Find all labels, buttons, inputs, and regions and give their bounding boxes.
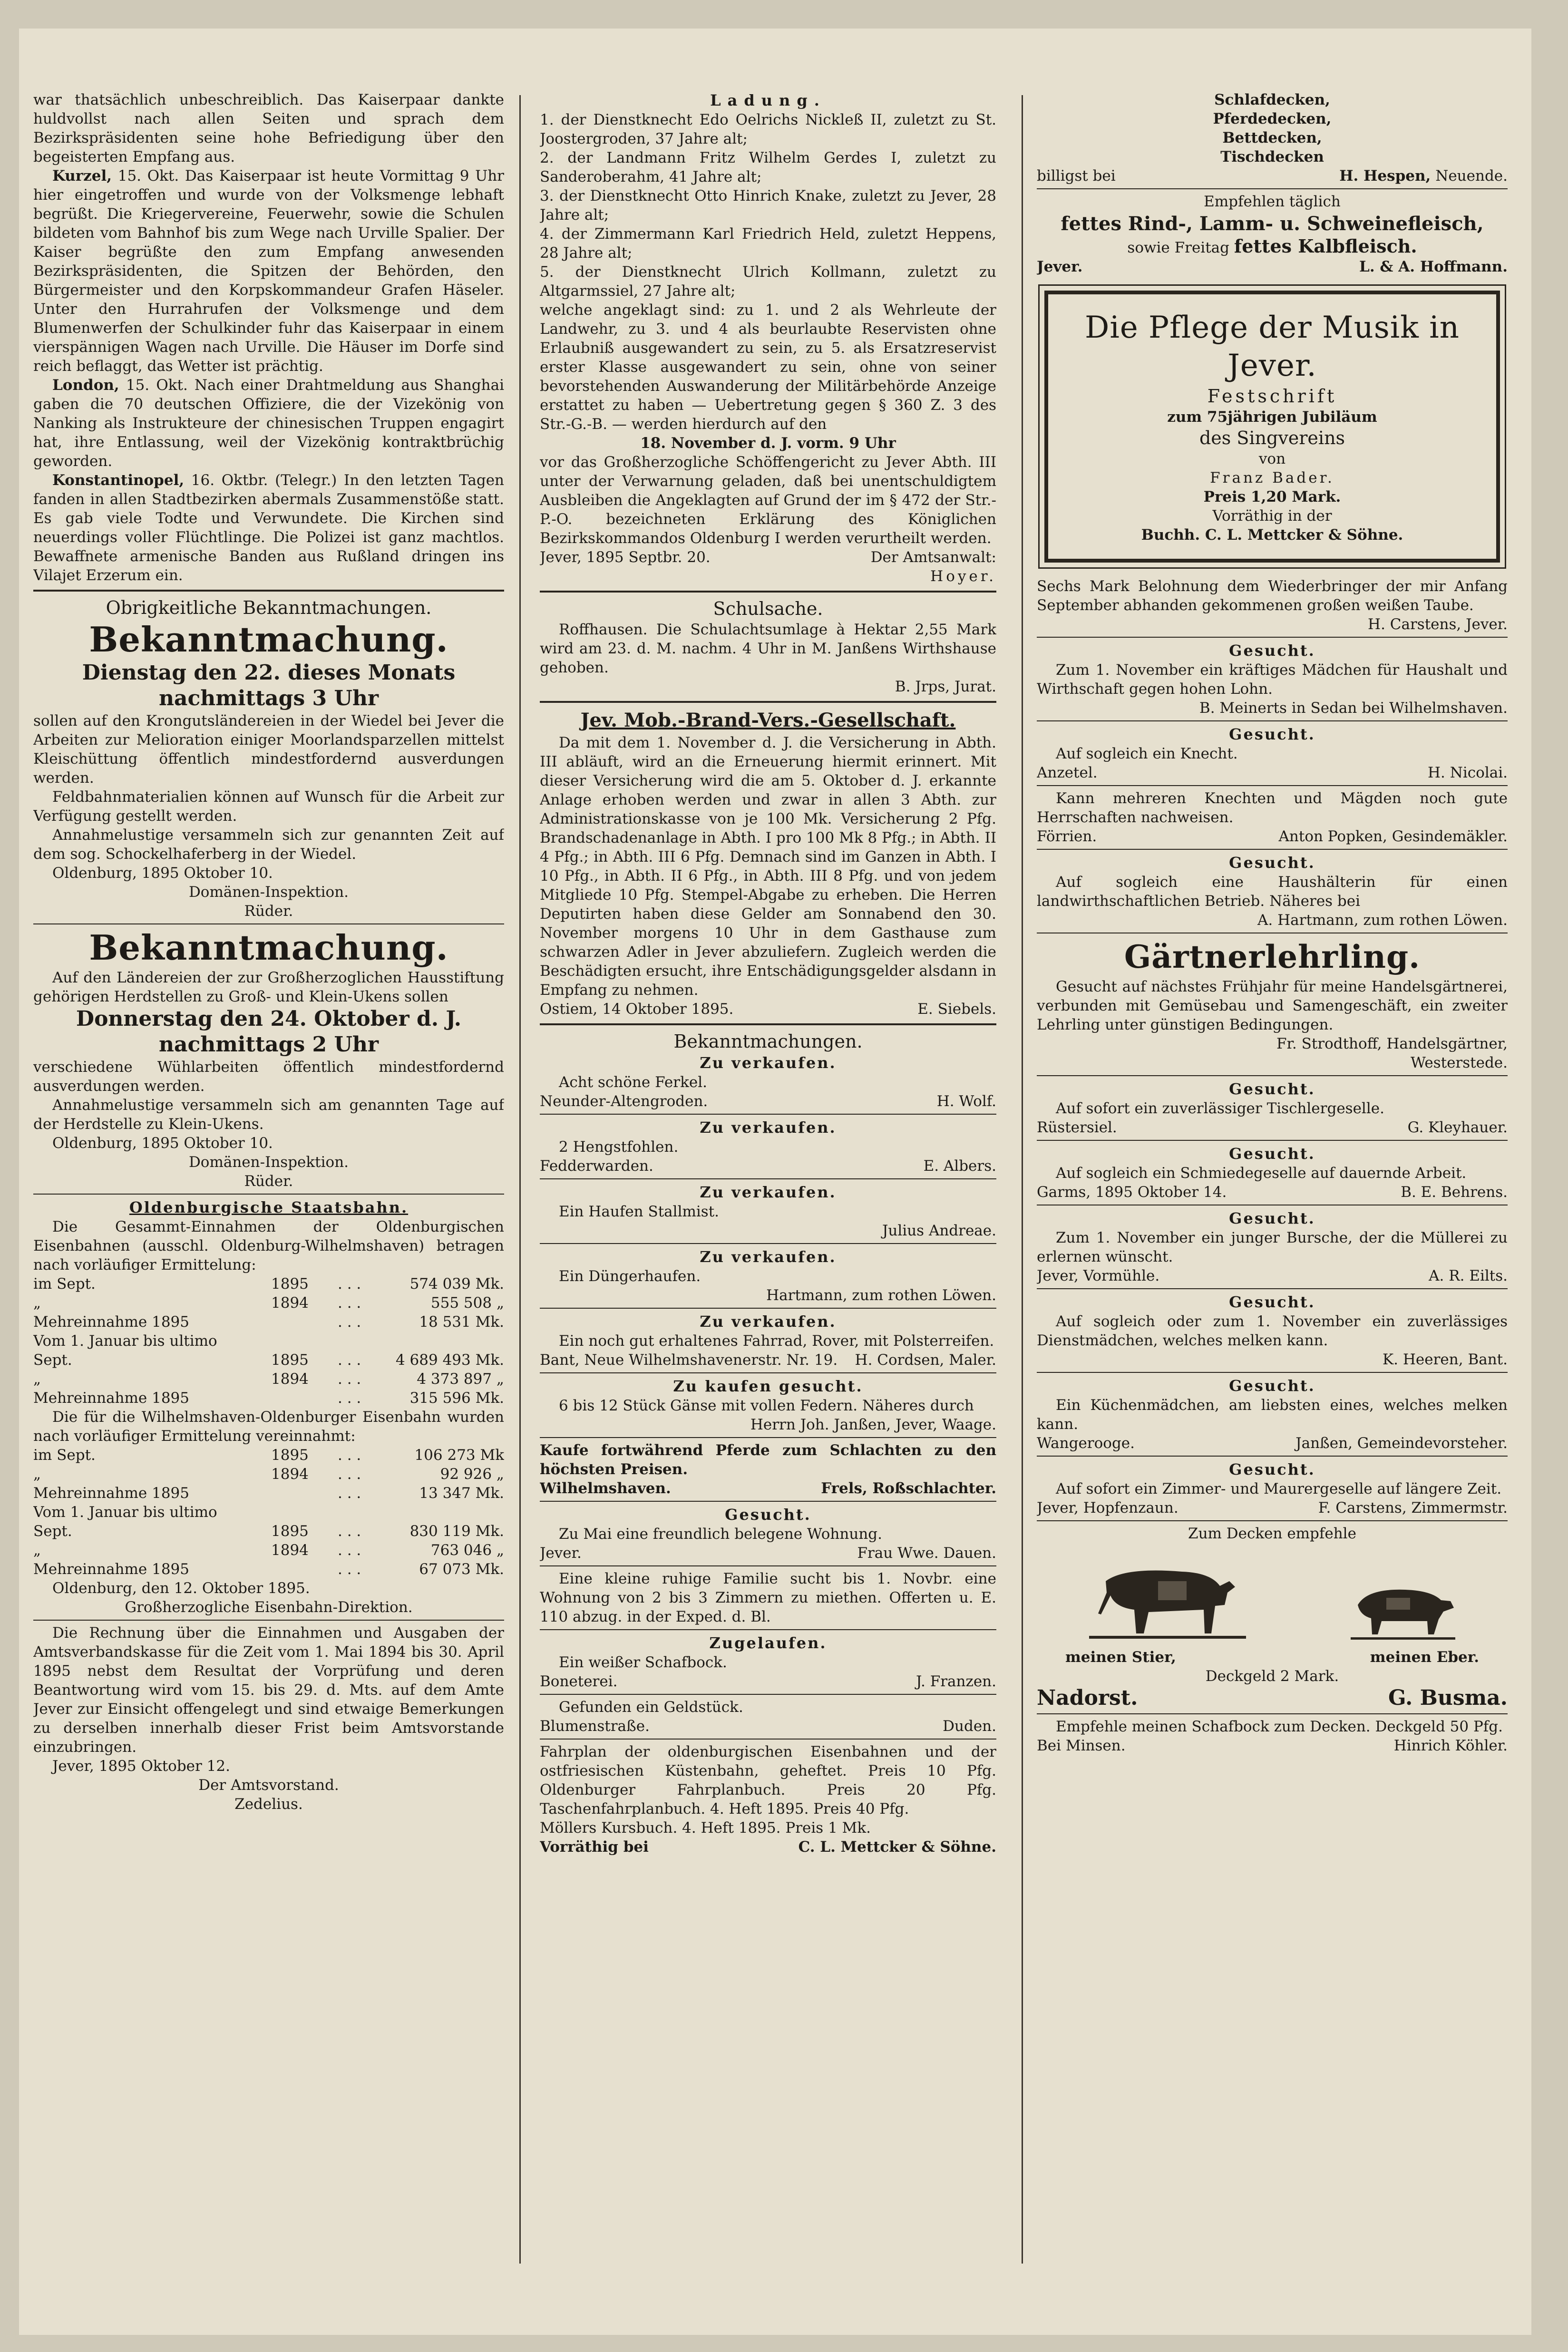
- ad-signature: B. Meinerts in Sedan bei Wilhelmshaven.: [1199, 700, 1508, 717]
- table-cell: 92 926 „: [440, 1466, 504, 1483]
- ads-list: [540, 1053, 996, 1373]
- festschrift-title: Die Pflege der Musik in Jever.: [1085, 310, 1460, 383]
- ad-sign: billigst bei H. Hespen, Neuende.: [1037, 167, 1508, 185]
- table-cell: „: [33, 1294, 41, 1312]
- ad-signature: Fr. Strodthoff, Handelsgärtner,: [1276, 1035, 1508, 1052]
- festschrift-sub: Festschrift: [1207, 386, 1337, 407]
- table-cell: im Sept.: [33, 1275, 96, 1293]
- ad-heading: Zu kaufen gesucht.: [673, 1377, 863, 1395]
- ad-sign: Wangerooge. Janßen, Gemeindevorsteher.: [1037, 1435, 1508, 1452]
- section-rule: [540, 1023, 996, 1025]
- divider: [1037, 785, 1508, 786]
- school-title: Schulsache.: [713, 598, 823, 619]
- summons-date: 18. November d. J. vorm. 9 Uhr: [640, 435, 896, 452]
- ad-sign: Boneterei. J. Franzen.: [540, 1673, 996, 1690]
- festschrift-shop: Buchh. C. L. Mettcker & Söhne.: [1141, 526, 1403, 544]
- table-cell: [380, 1503, 504, 1522]
- divider: [1037, 849, 1508, 850]
- table-cell: 67 073 Mk.: [419, 1561, 504, 1578]
- table-cell: im Sept.: [33, 1447, 96, 1464]
- railway-intro: Die Gesammt-Einnahmen der Oldenburgischen Eisenbahnen (ausschl. Oldenburg-Wilhelmshaven) betragen nach vorläufiger Ermittelung:: [33, 1218, 504, 1273]
- summons-list: [540, 110, 996, 301]
- ad-text: Zu Mai eine freundlich belegene Wohnung.: [559, 1526, 882, 1543]
- notice-date: Donnerstag den 24. Oktober d. J. nachmittags 2 Uhr: [76, 1007, 462, 1057]
- ad-signature: H. Wolf.: [936, 1093, 996, 1110]
- insurance-text: Da mit dem 1. November d. J. die Versicherung in Abth. III abläuft, wird an die Erneuerung hiermit erinnert. Mit dieser Versicherung wird die am 5. Oktober d. J. erkannte Anlage erhoben werden und zwar in allen 3 Abth. zur Administrationskasse von je 100 Mk. Versicherung 2 Pfg. Brandschadenanlage in Abth. I pro 100 Mk 8 Pfg.; in Abth. II 4 Pfg.; in Abth. III 6 Pfg. Demnach sind im Ganzen in Abth. I 10 Pfg., in Abth. II 6 Pfg., in Abth. III 8 Pfg. und von jedem Mitgliede 10 Pfg. Stempel-Abgabe zu erheben. Die Herren Deputirten haben diese Gelder am Sonnabend den 30. November morgens 10 Uhr in dem Gasthause zum schwarzen Adler in Jever abzuliefern. Zugleich werden die Beschädigten ersucht, ihre Entschädigungsgelder alsdann in Empfang zu nehmen.: [540, 734, 996, 999]
- divider: [540, 1501, 996, 1502]
- divider: [540, 1372, 996, 1373]
- divider: [1037, 1140, 1508, 1141]
- railway-authority: Großherzogliche Eisenbahn-Direktion.: [125, 1599, 413, 1616]
- table-cell: 830 119 Mk.: [409, 1523, 504, 1540]
- ad-headline: fettes Rind-, Lamm- u. Schweinefleisch,: [1061, 213, 1484, 235]
- table-cell: 4 373 897 „: [417, 1370, 504, 1388]
- ad-sign: Garms, 1895 Oktober 14. B. E. Behrens.: [1037, 1184, 1508, 1201]
- table-cell: 1895: [271, 1351, 309, 1369]
- ad-heading: Gesucht.: [1229, 1293, 1315, 1311]
- summons-item: 3. der Dienstknecht Otto Hinrich Knake, zuletzt zu Jever, 28 Jahre alt;: [540, 187, 996, 224]
- table-cell: [271, 1389, 338, 1408]
- ad-sign: Anzetel. H. Nicolai.: [1037, 764, 1508, 781]
- ad-text: Fahrplan der oldenburgischen Eisenbahnen und der ostfriesischen Küstenbahn, geheftet. Preis 10 Pfg. Oldenburger Fahrplanbuch. Preis 20 Pfg. Taschenfahrplanbuch. 4. Heft 1895. Preis 40 Pfg.: [540, 1743, 996, 1817]
- divider: [540, 1178, 996, 1179]
- table-cell: 1894: [271, 1542, 309, 1559]
- ad-text: Auf sogleich ein Knecht.: [1056, 745, 1238, 762]
- ad-heading: Gesucht.: [725, 1506, 811, 1524]
- table-cell: 1894: [271, 1294, 309, 1312]
- newspaper-page: [19, 29, 1531, 2335]
- festschrift-author: Franz Bader.: [1210, 469, 1334, 486]
- accounts-notice: Die Rechnung über die Einnahmen und Ausgaben der Amtsverbandskasse für die Zeit vom 1. Mai 1894 bis 30. April 1895 nebst dem Resultat der Vorprüfung und deren Beantwortung wird vom 15. bis 29. d. Mts. auf dem Amte Jever zur Einsicht offengelegt und sind etwaige Bemerkungen zu derselben innerhalb dieser Frist beim Amtsvorstande einzubringen.: [33, 1624, 504, 1756]
- railway-intro: Die für die Wilhelmshaven-Oldenburger Eisenbahn wurden nach vorläufiger Ermittelung vereinnahmt:: [33, 1409, 504, 1445]
- table-cell: 1894: [271, 1466, 309, 1483]
- table-cell: . . .: [338, 1294, 361, 1312]
- ad-sign: [540, 1351, 996, 1370]
- divider: [1037, 188, 1508, 189]
- summons-item: 5. der Dienstknecht Ulrich Kollmann, zuletzt zu Altgarmssiel, 27 Jahre alt;: [540, 263, 996, 300]
- table-cell: 315 596 Mk.: [409, 1390, 504, 1407]
- ads-heading: Bekanntmachungen.: [673, 1031, 863, 1052]
- table-cell: [380, 1332, 504, 1351]
- ad-text: Zum 1. November ein junger Bursche, der die Müllerei zu erlernen wünscht.: [1037, 1229, 1508, 1265]
- ad-text: Auf sogleich eine Haushälterin für einen landwirthschaftlichen Betrieb. Näheres bei: [1037, 874, 1508, 910]
- table-cell: 1895: [271, 1447, 309, 1464]
- ad-sign: Jever, Hopfenzaun. F. Carstens, Zimmermstr.: [1037, 1499, 1508, 1516]
- notice-text: Auf den Ländereien der zur Großherzoglichen Hausstiftung gehörigen Herdstellen zu Groß- und Klein-Ukens sollen: [33, 969, 504, 1005]
- section-rule: [540, 701, 996, 703]
- ad-text: Zum Decken empfehle: [1188, 1525, 1356, 1542]
- school-text: Roffhausen. Die Schulachtsumlage à Hektar 2,55 Mark wird am 23. d. M. nachm. 4 Uhr in M. Janßens Wirthshause gehoben.: [540, 621, 996, 676]
- table-cell: „: [33, 1542, 41, 1559]
- notice-signature: Rüder.: [244, 903, 293, 920]
- notice-text: sollen auf den Krongutsländereien in der Wiedel bei Jever die Arbeiten zur Melioration einiger Moorlandsparzellen mittelst Kleischüttung öffentlich mindestfordernd ausverdungen werden.: [33, 712, 504, 787]
- divider: [540, 1739, 996, 1740]
- table-cell: 18 531 Mk.: [419, 1313, 504, 1331]
- table-cell: 555 508 „: [430, 1294, 504, 1312]
- summons-text: vor das Großherzogliche Schöffengericht zu Jever Abth. III unter der Verwarnung geladen, daß bei unentschuldigtem Ausbleiben die Angeklagten auf Grund der im § 472 der Str.-P.-O. bezeichneten Erklärung des Königlichen Bezirkskommandos Oldenburg I werden verurtheilt werden.: [540, 454, 996, 547]
- article-intro: war thatsächlich unbeschreiblich. Das Kaiserpaar dankte huldvollst nach allen Seiten und sprach dem Bezirkspräsidenten seine hohe Befriedigung über den begeisterten Empfang aus.: [33, 91, 504, 165]
- boar-illustration: [1348, 1572, 1458, 1643]
- ad-sign: [540, 1221, 996, 1240]
- ad-text: Zum 1. November ein kräftiges Mädchen für Haushalt und Wirthschaft gegen hohen Lohn.: [1037, 661, 1508, 698]
- ad-heading: Zu verkaufen.: [700, 1183, 837, 1201]
- ad-text: Auf sofort ein zuverlässiger Tischlergeselle.: [1056, 1100, 1384, 1117]
- notice-text: Annahmelustige versammeln sich zur genannten Zeit auf dem sog. Schockelhaferberg in der Wiedel.: [33, 826, 504, 863]
- festschrift-von: von: [1258, 450, 1286, 467]
- ad-text: Ein weißer Schafbock.: [559, 1654, 727, 1671]
- divider: [540, 1114, 996, 1115]
- table-cell: Vom 1. Januar bis ultimo: [33, 1332, 217, 1350]
- blanket-item: Tischdecken: [1220, 148, 1324, 165]
- divider: [1037, 720, 1508, 721]
- ad-sign: Bei Minsen. Hinrich Köhler.: [1037, 1737, 1508, 1754]
- ad-text: Eine kleine ruhige Familie sucht bis 1. Novbr. eine Wohnung von 2 bis 3 Zimmern zu miethen. Offerten u. E. 110 abzug. in der Exped. d. Bl.: [540, 1570, 996, 1625]
- ad-sign: [540, 1286, 996, 1305]
- reward-signature: H. Carstens, Jever.: [1368, 616, 1508, 633]
- notice-title: Bekanntmachung.: [89, 619, 448, 660]
- summons-title: Ladung.: [710, 91, 826, 109]
- table-cell: [338, 1503, 380, 1522]
- ad-heading: Gesucht.: [1229, 1460, 1315, 1478]
- notice-text: Feldbahnmaterialien können auf Wunsch für die Arbeit zur Verfügung gestellt werden.: [33, 788, 504, 825]
- ad-text: sowie Freitag fettes Kalbfleisch.: [1127, 235, 1417, 257]
- divider: [540, 1694, 996, 1695]
- railway-table: [33, 1274, 504, 1408]
- ad-text: Kann mehreren Knechten und Mägden noch gute Herrschaften nachweisen.: [1037, 790, 1508, 826]
- summons-item: 4. der Zimmermann Karl Friedrich Held, zuletzt Heppens, 28 Jahre alt;: [540, 225, 996, 262]
- blanket-item: Schlafdecken,: [1214, 91, 1330, 108]
- divider: [1037, 1075, 1508, 1076]
- divider: [1037, 637, 1508, 638]
- ad-text: Gefunden ein Geldstück.: [559, 1699, 743, 1716]
- ad-heading: Gesucht.: [1229, 1145, 1315, 1163]
- railway-title: Oldenburgische Staatsbahn.: [129, 1198, 409, 1216]
- table-cell: . . .: [338, 1370, 361, 1388]
- accounts-place: Jever, 1895 Oktober 12.: [52, 1758, 230, 1775]
- table-cell: . . .: [338, 1485, 361, 1502]
- ad-text: Auf sogleich oder zum 1. November ein zuverlässiges Dienstmädchen, welches melken kann.: [1037, 1313, 1508, 1349]
- summons-text: welche angeklagt sind: zu 1. und 2 als Wehrleute der Landwehr, zu 3. und 4 als beurlaubte Reservisten ohne Erlaubniß ausgewandert zu sein, zu 5. als Ersatzreservist erster Klasse ausgewandert zu sein, ohne von seiner bevorstehenden Auswanderung der Militärbehörde Anzeige erstattet zu haben — Uebertretung gegen § 360 Z. 3 des Str.-G.-B. — werden hierdurch auf den: [540, 301, 996, 433]
- table-cell: „: [33, 1466, 41, 1483]
- divider: [1037, 1713, 1508, 1714]
- table-cell: [338, 1332, 380, 1351]
- ad-text: Möllers Kursbuch. 4. Heft 1895. Preis 1 Mk.: [540, 1819, 871, 1837]
- table-cell: Vom 1. Januar bis ultimo: [33, 1504, 217, 1521]
- summons-item: 1. der Dienstknecht Edo Oelrichs Nickleß II, zuletzt zu St. Joostergroden, 37 Jahre alt;: [540, 111, 996, 147]
- blanket-list: [1037, 90, 1508, 166]
- table-cell: Mehreinnahme 1895: [33, 1313, 189, 1331]
- insurance-sign: Ostiem, 14 Oktober 1895. E. Siebels.: [540, 1001, 996, 1018]
- ad-signature: A. Hartmann, zum rothen Löwen.: [1257, 912, 1508, 929]
- festschrift-box: [1044, 291, 1500, 563]
- ad-text: Empfehle meinen Schafbock zum Decken. Deckgeld 50 Pfg.: [1056, 1718, 1503, 1735]
- table-cell: 4 689 493 Mk.: [395, 1351, 504, 1369]
- ad-text: Empfehlen täglich: [1204, 193, 1341, 210]
- ad-text: 6 bis 12 Stück Gänse mit vollen Federn. Näheres durch: [559, 1397, 974, 1414]
- ad-signature: E. Albers.: [923, 1157, 996, 1175]
- apprentice-title: Gärtnerlehrling.: [1124, 938, 1421, 975]
- ad-text: Kaufe fortwährend Pferde zum Schlachten zu den höchsten Preisen.: [540, 1442, 996, 1478]
- ad-text: Ein Haufen Stallmist.: [559, 1203, 720, 1220]
- section-heading: Obrigkeitliche Bekanntmachungen.: [106, 597, 432, 618]
- ad-text: Auf sogleich ein Schmiedegeselle auf dauernde Arbeit.: [1056, 1165, 1467, 1182]
- table-cell: Sept.: [33, 1351, 72, 1369]
- notice-authority: Domänen-Inspektion.: [188, 1154, 349, 1171]
- ad-heading: Zugelaufen.: [709, 1634, 827, 1652]
- divider: [33, 923, 504, 924]
- divider: [33, 1194, 504, 1195]
- ad-sign: Vorräthig bei C. L. Mettcker & Söhne.: [540, 1838, 996, 1856]
- ad-heading: Gesucht.: [1229, 1209, 1315, 1227]
- railway-table: [33, 1446, 504, 1579]
- accounts-signature: Zedelius.: [234, 1796, 303, 1813]
- ad-place: Bant, Neue Wilhelmshavenerstr. Nr. 19.: [540, 1351, 838, 1369]
- notice-text: verschiedene Wühlarbeiten öffentlich mindestfordernd ausverdungen werden.: [33, 1059, 504, 1095]
- table-cell: 106 273 Mk: [414, 1447, 504, 1464]
- ad-sign: [540, 1092, 996, 1111]
- ad-sign: Jever. Frau Wwe. Dauen.: [540, 1545, 996, 1562]
- table-cell: 763 046 „: [430, 1542, 504, 1559]
- ad-signature: K. Heeren, Bant.: [1383, 1351, 1508, 1368]
- ad-heading: Zu verkaufen.: [700, 1054, 837, 1072]
- table-cell: „: [33, 1370, 41, 1388]
- table-cell: Mehreinnahme 1895: [33, 1485, 189, 1502]
- notice-place: Oldenburg, 1895 Oktober 10.: [52, 1135, 273, 1152]
- ad-place: Fedderwarden.: [540, 1157, 653, 1175]
- table-cell: . . .: [338, 1466, 361, 1483]
- table-cell: . . .: [338, 1390, 361, 1407]
- table-cell: . . .: [338, 1542, 361, 1559]
- table-cell: . . .: [338, 1351, 361, 1369]
- insurance-title: Jev. Mob.-Brand-Vers.-Gesellschaft.: [580, 709, 956, 731]
- ad-heading: Zu verkaufen.: [700, 1248, 837, 1266]
- table-cell: [271, 1560, 338, 1579]
- ad-sign: Jever. L. & A. Hoffmann.: [1037, 258, 1508, 275]
- ad-text: Acht schöne Ferkel.: [559, 1074, 707, 1091]
- ad-sign: Blumenstraße. Duden.: [540, 1718, 996, 1735]
- table-cell: [271, 1312, 338, 1332]
- ad-heading: Zu verkaufen.: [700, 1118, 837, 1137]
- ad-sign: Jever, Vormühle. A. R. Eilts.: [1037, 1267, 1508, 1284]
- stud-animals: [1037, 1553, 1508, 1643]
- festschrift-avail: Vorräthig in der: [1212, 507, 1332, 525]
- table-cell: Mehreinnahme 1895: [33, 1390, 189, 1407]
- table-cell: . . .: [338, 1447, 361, 1464]
- section-rule: [33, 590, 504, 592]
- table-cell: [271, 1484, 338, 1503]
- ad-heading: Gesucht.: [1229, 1377, 1315, 1395]
- divider: [540, 1437, 996, 1438]
- ad-signature: H. Cordsen, Maler.: [855, 1351, 996, 1369]
- divider: [540, 1565, 996, 1566]
- summons-signature: Hoyer.: [930, 568, 996, 585]
- school-signature: B. Jrps, Jurat.: [895, 678, 996, 695]
- notice-signature: Rüder.: [244, 1173, 293, 1190]
- column-2: [540, 90, 996, 2292]
- table-cell: . . .: [338, 1523, 361, 1540]
- table-cell: Mehreinnahme 1895: [33, 1561, 189, 1578]
- table-cell: [271, 1332, 338, 1351]
- table-cell: . . .: [338, 1561, 361, 1578]
- table-cell: Sept.: [33, 1523, 72, 1540]
- divider: [540, 1243, 996, 1244]
- ad-place: Neunder-Altengroden.: [540, 1093, 708, 1110]
- section-rule: [540, 591, 996, 593]
- notice-text: Annahmelustige versammeln sich am genannten Tage auf der Herdstelle zu Klein-Ukens.: [33, 1097, 504, 1133]
- table-cell: 1894: [271, 1370, 309, 1388]
- blanket-item: Bettdecken,: [1222, 129, 1322, 146]
- column-1: [33, 90, 504, 2292]
- column-divider: [1022, 95, 1023, 2264]
- ad-heading: Zu verkaufen.: [700, 1312, 837, 1331]
- divider: [1037, 1520, 1508, 1521]
- ad-text: Ein Düngerhaufen.: [559, 1268, 701, 1285]
- festschrift-sub: des Singvereins: [1199, 428, 1345, 448]
- article-konstantinopel: Konstantinopel, 16. Oktbr. (Telegr.) In den letzten Tagen fanden in allen Stadtbezirken abermals Zusammenstöße statt. Es gab viele Todte und Verwundete. Die Kirchen sind neuerdings voller Flüchtlinge. Die Polizei ist ganz machtlos. Bewaffnete armenische Banden aus Rußland dringen ins Vilajet Erzerum ein.: [33, 472, 504, 584]
- table-cell: 574 039 Mk.: [409, 1275, 504, 1293]
- article-kurzel: Kurzel, 15. Okt. Das Kaiserpaar ist heute Vormittag 9 Uhr hier eingetroffen und wurde von der Volksmenge lebhaft begrüßt. Die Kriegervereine, Feuerwehr, sowie die Schulen bildeten vom Bahnhof bis zum Wege nach Urville Spalier. Der Kaiser begrüßte den zum Empfang anwesenden Bezirkspräsidenten, die Spitzen der Behörden, den Bürgermeister und den Korpskommandeur Grafen Häseler. Unter den Hurrahrufen der Volksmenge und dem Blumenwerfen der Schulkinder fuhr das Kaiserpaar in einem vierspännigen Wagen nach Urville. Die Häuser im Dorfe sind reich beflaggt, das Wetter ist prächtig.: [33, 167, 504, 375]
- festschrift-price: Preis 1,20 Mark.: [1203, 488, 1341, 505]
- ad-text: Ein Küchenmädchen, am liebsten eines, welches melken kann.: [1037, 1397, 1508, 1433]
- blanket-item: Pferdedecken,: [1213, 110, 1332, 127]
- divider: [1037, 1288, 1508, 1289]
- divider: [33, 1620, 504, 1621]
- summons-item: 2. der Landmann Fritz Wilhelm Gerdes I, zuletzt zu Sanderoberahm, 41 Jahre alt;: [540, 149, 996, 185]
- ad-signature: Hartmann, zum rothen Löwen.: [766, 1287, 996, 1304]
- column-3: [1037, 90, 1508, 2292]
- reward-text: Sechs Mark Belohnung dem Wiederbringer der mir Anfang September abhanden gekommenen großen weißen Taube.: [1037, 578, 1508, 614]
- stud-sign: Nadorst. G. Busma.: [1037, 1686, 1508, 1710]
- column-divider: [519, 95, 521, 2264]
- ad-sign: Förrien. Anton Popken, Gesindemäkler.: [1037, 828, 1508, 845]
- table-cell: 1895: [271, 1275, 309, 1293]
- stud-fee: Deckgeld 2 Mark.: [1205, 1668, 1339, 1685]
- ad-signature: Herrn Joh. Janßen, Jever, Waage.: [750, 1416, 996, 1433]
- table-cell: [271, 1503, 338, 1522]
- bull-illustration: [1087, 1553, 1248, 1643]
- railway-place: Oldenburg, den 12. Oktober 1895.: [52, 1580, 310, 1597]
- notice-place: Oldenburg, 1895 Oktober 10.: [52, 865, 273, 882]
- ad-place: Westerstede.: [1411, 1054, 1508, 1071]
- festschrift-sub: zum 75jährigen Jubiläum: [1167, 408, 1377, 426]
- ad-heading: Gesucht.: [1229, 641, 1315, 660]
- ad-text: Auf sofort ein Zimmer- und Maurergeselle auf längere Zeit.: [1056, 1480, 1502, 1497]
- table-cell: . . .: [338, 1275, 361, 1293]
- accounts-authority: Der Amtsvorstand.: [198, 1777, 339, 1794]
- notice-title: Bekanntmachung.: [89, 927, 448, 968]
- ad-text: 2 Hengstfohlen.: [559, 1138, 679, 1156]
- ad-heading: Gesucht.: [1229, 1080, 1315, 1098]
- divider: [540, 1629, 996, 1630]
- divider: [1037, 1372, 1508, 1373]
- stud-labels: meinen Stier, meinen Eber.: [1065, 1649, 1479, 1666]
- ad-sign: [540, 1157, 996, 1176]
- ad-text: Ein noch gut erhaltenes Fahrrad, Rover, mit Polsterreifen.: [559, 1332, 994, 1350]
- ad-signature: Julius Andreae.: [882, 1222, 996, 1239]
- notice-authority: Domänen-Inspektion.: [188, 884, 349, 901]
- article-london: London, 15. Okt. Nach einer Drahtmeldung aus Shanghai gaben die 70 deutschen Offiziere, die der Vizekönig von Nanking als Instrukteure der chinesischen Truppen engagirt hat, ihre Entlassung, weil der Vizekönig kontraktbrüchig geworden.: [33, 377, 504, 470]
- table-cell: 13 347 Mk.: [419, 1485, 504, 1502]
- notice-date: Dienstag den 22. dieses Monats nachmittags 3 Uhr: [82, 661, 456, 710]
- ad-heading: Gesucht.: [1229, 725, 1315, 743]
- divider: [540, 1308, 996, 1309]
- ad-sign: Rüstersiel. G. Kleyhauer.: [1037, 1119, 1508, 1136]
- ad-heading: Gesucht.: [1229, 854, 1315, 872]
- ad-text: Gesucht auf nächstes Frühjahr für meine Handelsgärtnerei, verbunden mit Gemüsebau und Samengeschäft, ein zweiter Lehrling unter günstigen Bedingungen.: [1037, 978, 1508, 1033]
- table-cell: 1895: [271, 1523, 309, 1540]
- divider: [1037, 1456, 1508, 1457]
- table-cell: . . .: [338, 1313, 361, 1331]
- ad-sign: Wilhelmshaven. Frels, Roßschlachter.: [540, 1480, 996, 1497]
- summons-sign: Jever, 1895 Septbr. 20. Der Amtsanwalt:: [540, 549, 996, 566]
